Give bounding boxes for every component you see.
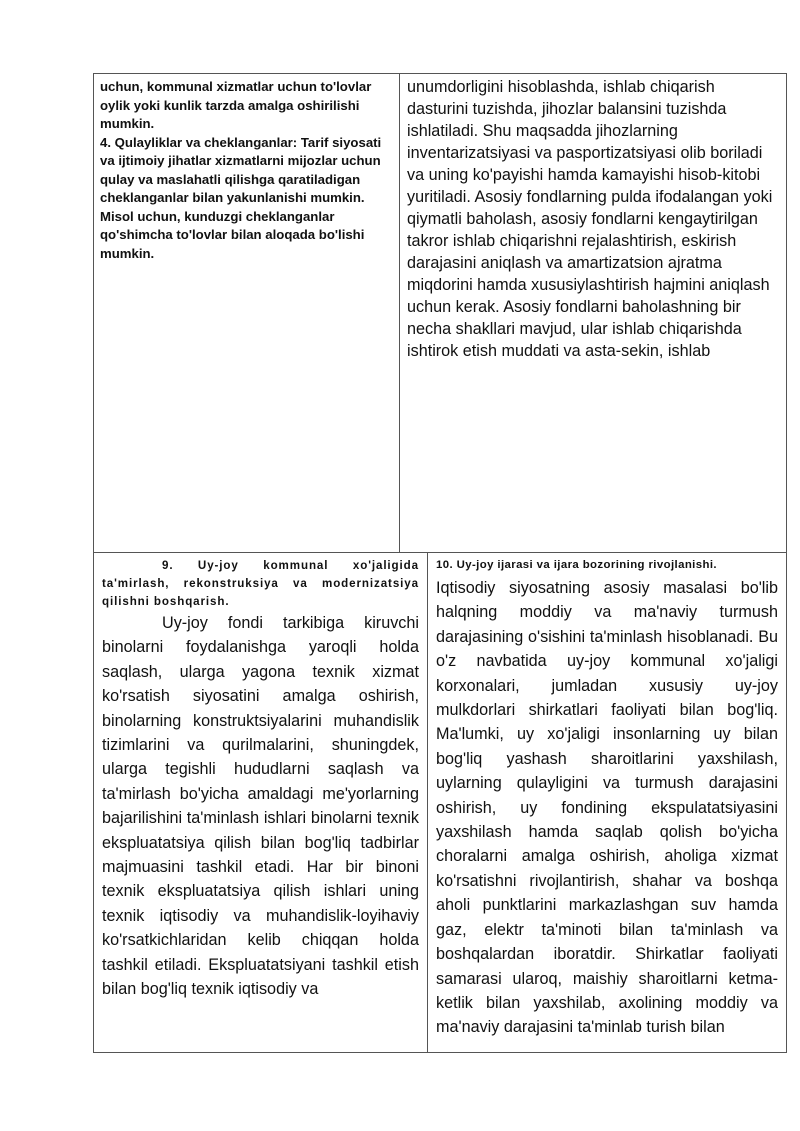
table-cell-top-right <box>399 73 787 553</box>
section-9-heading: 9. Uy-joy kommunal xo'jaligida ta'mirlash, rekonstruksiya va modernizatsiya qilishni boshqarish. <box>102 559 419 608</box>
conveniences-paragraph: 4. Qulayliklar va cheklanganlar: Tarif siyosati va ijtimoiy jihatlar xizmatlarni mijozlar uchun qulay va maslahatli qilishga qaratiladigan cheklanganlar bilan yakunlanishi mumkin. Misol uchun, kunduzgi cheklanganlar qo'shimcha to'lovlar bilan aloqada bo'lishi mumkin. <box>100 134 382 261</box>
section-10-body: Iqtisodiy siyosatning asosiy masalasi bo'lib halqning moddiy va ma'naviy turmush darajasining o'sishini ta'minlash hisoblanadi. Bu o'z navbatida uy-joy kommunal xo'jaligi korxonalari, jumladan xususiy uy-joy mulkdorlari shirkatlari faoliyati bilan bog'liq. Ma'lumki, uy xo'jaligi insonlarning uy bilan bog'liq yashash sharoitlarini yaxshilash, uylarning qulayligini va turmush darajasini oshirish, uy fondining ekspulatatsiyasini yaxshilash hamda saqlab qolish bo'yicha choralarni amalga oshirish, aholiga xizmat ko'rsatishni rivojlantirish, shahar va boshqa aholi punktlarini markazlashgan suv hamda gaz, elektr ta'minoti bilan ta'minlash va boshqalardan iboratdir. Shirkatlar faoliyati samarasi ularoq, maishiy sharoitlarni ketma-ketlik bilan yaxshilab, axolining moddiy va ma'naviy darajasini ta'minlab turish bilan <box>436 579 778 1037</box>
table-cell-bottom-right <box>427 552 787 1053</box>
table-cell-bottom-left <box>93 552 428 1053</box>
tariff-paragraph: uchun, kommunal xizmatlar uchun to'lovlar oylik yoki kunlik tarzda amalga oshirilishi mumkin. <box>100 79 372 131</box>
table-cell-top-left <box>93 73 400 553</box>
section-10-heading: 10. Uy-joy ijarasi va ijara bozorining rivojlanishi. <box>436 559 717 571</box>
section-9-body: Uy-joy fondi tarkibiga kiruvchi binolarni foydalanishga yaroqli holda saqlash, ularga yagona texnik xizmat ko'rsatish siyosatini amalga oshirish, binolarning konstruktsiyalarini muhandislik tizimlarini va qurilmalarini, shuningdek, ularga tegishli hududlarni saqlash va ta'mirlash bo'yicha amaldagi me'yorlarning bajarilishini ta'minlash ishlari binolarni texnik ekspluatatsiya qilish bilan bog'liq tadbirlar majmuasini tashkil etadi. Har bir binoni texnik ekspluatatsiya qilish ishlari uning texnik iqtisodiy va muhandislik-loyihaviy ko'rsatkichlaridan kelib chiqqan holda tashkil etiladi. Ekspluatatsiyani tashkil etish bilan bog'liq texnik iqtisodiy va <box>102 614 419 999</box>
fixed-assets-paragraph: unumdorligini hisoblashda, ishlab chiqarish dasturini tuzishda, jihozlar balansini tuzishda ishlatiladi. Shu maqsadda jihozlarning inventarizatsiyasi va pasportizatsiyasi olib boriladi va uning ko'payishi hamda kamayishi hisob-kitobi yuritiladi. Asosiy fondlarning pulda ifodalangan yoki qiymatli baholash, asosiy fondlarni kengaytirilgan takror ishlab chiqarishni rejalashtirish, eskirish darajasini aniqlash va amartizatsion ajratma miqdorini hamda xususiylashtirish hajmini aniqlash uchun kerak. Asosiy fondlarni baholashning bir necha shakllari mavjud, ular ishlab chiqarishda ishtirok etish muddati va asta-sekin, ishlab <box>407 78 773 360</box>
